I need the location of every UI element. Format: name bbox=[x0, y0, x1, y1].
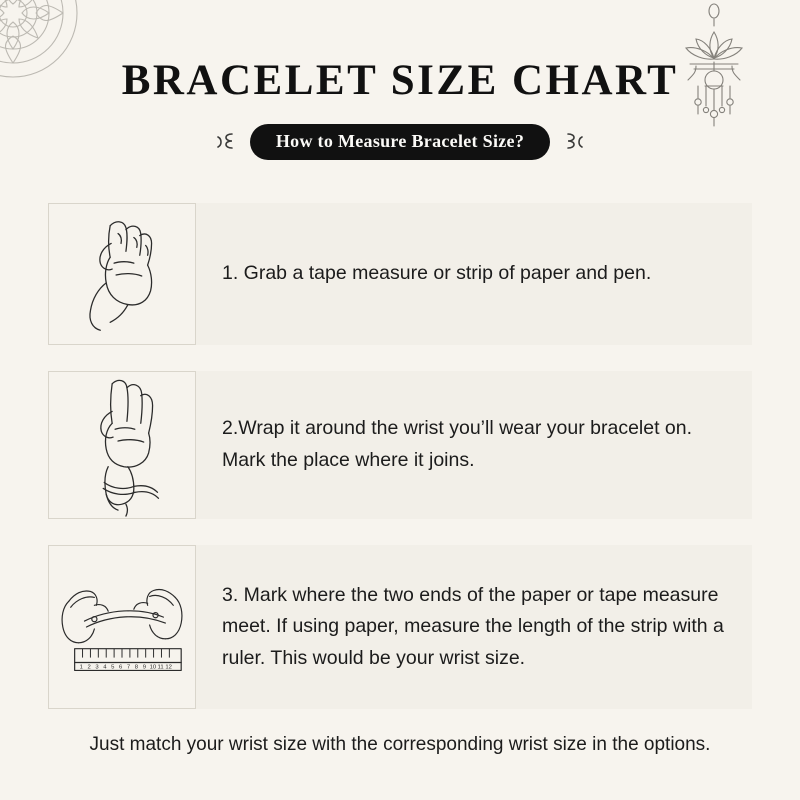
list-item bbox=[48, 203, 752, 345]
svg-text:11: 11 bbox=[157, 664, 164, 671]
svg-text:7: 7 bbox=[126, 664, 131, 671]
svg-text:2: 2 bbox=[87, 664, 91, 671]
list-item bbox=[48, 545, 752, 709]
step-text: 2.Wrap it around the wrist you’ll wear your bracelet on. Mark the place where it joins. bbox=[222, 417, 693, 471]
svg-text:5: 5 bbox=[111, 664, 115, 671]
svg-text:3: 3 bbox=[95, 664, 99, 671]
step-text: 1. Grab a tape measure or strip of paper and pen. bbox=[222, 262, 652, 285]
subtitle-badge: How to Measure Bracelet Size? bbox=[250, 124, 550, 160]
flourish-right-icon bbox=[562, 129, 588, 155]
svg-text:9: 9 bbox=[142, 664, 147, 671]
svg-text:12: 12 bbox=[165, 664, 172, 671]
list-item bbox=[48, 371, 752, 519]
svg-text:8: 8 bbox=[134, 664, 139, 671]
flourish-left-icon bbox=[212, 129, 238, 155]
hand-fist-illustration bbox=[48, 203, 196, 345]
svg-text:1: 1 bbox=[79, 664, 83, 671]
hands-measuring-strip-with-ruler-illustration bbox=[48, 545, 196, 709]
footer-note: Just match your wrist size with the corresponding wrist size in the options. bbox=[89, 734, 711, 755]
step-text: 3. Mark where the two ends of the paper or tape measure meet. If using paper, measure the length of the strip with a ruler. This would be your wrist size. bbox=[222, 583, 724, 669]
steps-list bbox=[48, 203, 752, 735]
page-title: BRACELET SIZE CHART bbox=[121, 57, 679, 104]
svg-text:4: 4 bbox=[103, 664, 107, 671]
svg-text:10: 10 bbox=[149, 664, 157, 671]
svg-text:6: 6 bbox=[119, 664, 123, 671]
subtitle-row bbox=[0, 124, 800, 160]
hand-with-tape-around-wrist-illustration bbox=[48, 371, 196, 519]
